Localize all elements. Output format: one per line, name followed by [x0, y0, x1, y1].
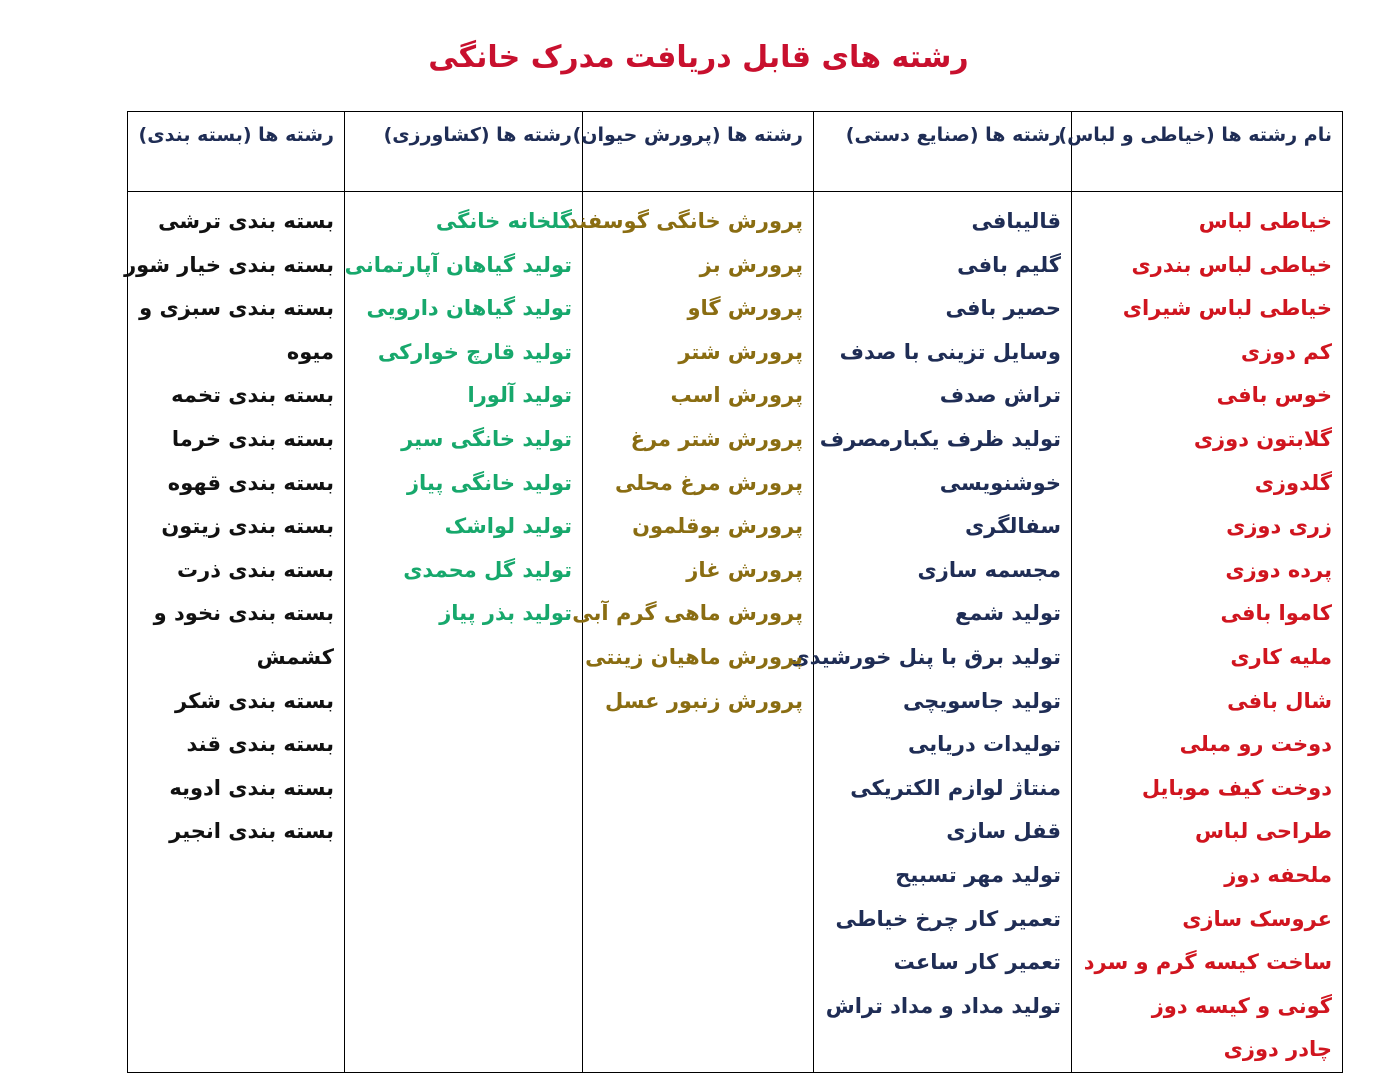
list-item: تولید خانگی سیر — [401, 426, 572, 451]
list-item: عروسک سازی — [1182, 906, 1332, 931]
body-row — [128, 192, 1343, 1073]
list-item: تولیدات دریایی — [907, 732, 1061, 757]
fields-table — [124, 111, 1343, 1073]
list-item: ساخت کیسه گرم و سرد — [1083, 950, 1332, 975]
list-item: میوه — [286, 339, 334, 364]
list-item: طراحی لباس — [1194, 819, 1332, 844]
header-packaging: رشته ها (بسته بندی) — [138, 124, 334, 146]
list-item: شال بافی — [1227, 688, 1332, 713]
header-cell-handicrafts — [814, 112, 1072, 192]
list-animal-husbandry — [567, 192, 813, 723]
list-item: تعمیر کار ساعت — [893, 950, 1061, 975]
list-item: تولید گیاهان دارویی — [366, 296, 572, 321]
list-item: بسته بندی تخمه — [171, 383, 334, 408]
list-item: پرورش مرغ محلی — [614, 470, 803, 495]
list-agriculture — [345, 192, 582, 636]
list-item: حصیر بافی — [945, 296, 1061, 321]
list-item: بسته بندی زیتون — [161, 514, 334, 539]
list-item: دوخت رو مبلی — [1179, 732, 1332, 757]
list-packaging — [124, 192, 344, 854]
list-item: پرورش گاو — [687, 296, 803, 321]
list-item: تعمیر کار چرخ خیاطی — [835, 906, 1061, 931]
list-item: تولید لواشک — [444, 514, 572, 539]
list-handicrafts — [790, 192, 1071, 1028]
list-item: تولید قارچ خوارکی — [377, 339, 572, 364]
list-item: بسته بندی ذرت — [177, 557, 334, 582]
list-item: زری دوزی — [1226, 514, 1332, 539]
cell-tailoring — [1072, 192, 1343, 1073]
cell-handicrafts — [790, 192, 1072, 1073]
list-item: تولید شمع — [954, 601, 1061, 626]
list-item: تولید خانگی پیاز — [406, 470, 572, 495]
list-item: خیاطی لباس بندری — [1131, 252, 1332, 277]
header-handicrafts: رشته ها (صنایع دستی) — [845, 124, 1061, 146]
header-animal-husbandry: رشته ها (پرورش حیوان) — [572, 124, 803, 146]
list-item: تولید برق با پنل خورشیدی — [790, 644, 1061, 669]
list-item: تولید مهر تسبیح — [895, 862, 1061, 887]
list-item: کشمش — [256, 644, 334, 669]
list-item: پرورش شتر — [678, 339, 803, 364]
list-item: تولید بذر پیاز — [439, 601, 572, 626]
list-item: سفالگری — [964, 514, 1061, 539]
cell-agriculture — [345, 192, 583, 1073]
list-item: ملحفه دوز — [1224, 862, 1332, 887]
list-item: بسته بندی خیار شور — [124, 252, 334, 277]
cell-packaging — [124, 192, 345, 1073]
list-item: تولید گیاهان آپارتمانی — [344, 252, 572, 277]
list-item: خوس بافی — [1216, 383, 1332, 408]
cell-animal — [567, 192, 814, 1073]
list-item: تراش صدف — [939, 383, 1061, 408]
list-item: پرورش خانگی گوسفند — [567, 209, 803, 233]
header-tailoring: نام رشته ها (خیاطی و لباس) — [1058, 124, 1332, 146]
list-item: گونی و کیسه دوز — [1151, 993, 1332, 1018]
list-item: وسایل تزینی با صدف — [839, 339, 1061, 364]
list-item: بسته بندی قهوه — [167, 470, 334, 495]
list-item: تولید ظرف یکبارمصرف — [819, 426, 1061, 451]
list-item: دوخت کیف موبایل — [1141, 775, 1332, 800]
list-item: پرورش غاز — [686, 557, 803, 582]
list-item: منتاژ لوازم الکتریکی — [850, 775, 1061, 800]
list-item: پرورش شتر مرغ — [630, 426, 803, 451]
list-item: مجسمه سازی — [917, 557, 1061, 582]
list-item: بسته بندی شکر — [175, 688, 334, 713]
header-cell-agriculture — [345, 112, 583, 192]
list-item: پرورش ماهی گرم آبی — [572, 601, 803, 626]
list-item: پرورش بوقلمون — [632, 514, 803, 539]
header-cell-animal — [572, 112, 814, 192]
list-item: خیاطی لباس — [1198, 209, 1332, 233]
list-item: ملیه کاری — [1230, 644, 1332, 669]
list-item: قفل سازی — [946, 819, 1061, 844]
list-item: خوشنویسی — [939, 470, 1061, 495]
list-item: پرورش زنبور عسل — [605, 688, 803, 713]
list-item: گلخانه خانگی — [435, 209, 572, 233]
header-cell-packaging — [128, 112, 345, 192]
list-item: بسته بندی سبزی و — [139, 296, 334, 321]
list-item: چادر دوزی — [1223, 1037, 1332, 1062]
list-tailoring — [1072, 192, 1342, 1072]
list-item: بسته بندی انجیر — [169, 819, 334, 844]
list-item: پرورش اسب — [670, 383, 803, 408]
list-item: کاموا بافی — [1220, 601, 1332, 626]
list-item: گلیم بافی — [957, 252, 1061, 277]
header-row — [128, 112, 1343, 192]
list-item: پرورش ماهیان زینتی — [585, 644, 803, 669]
list-item: کم دوزی — [1240, 339, 1332, 364]
list-item: تولید آلورا — [467, 383, 572, 408]
list-item: بسته بندی خرما — [171, 426, 334, 451]
list-item: گلدوزی — [1254, 470, 1332, 495]
list-item: تولید مداد و مداد تراش — [825, 993, 1061, 1018]
header-agriculture: رشته ها (کشاورزی) — [383, 124, 572, 146]
header-cell-tailoring — [1058, 112, 1343, 192]
list-item: بسته بندی ادویه — [169, 775, 334, 800]
list-item: تولید جاسویچی — [902, 688, 1061, 713]
page-title: رشته های قابل دریافت مدرک خانگی — [428, 40, 969, 75]
list-item: بسته بندی ترشی — [158, 209, 334, 233]
list-item: خیاطی لباس شیرای — [1122, 296, 1332, 321]
list-item: بسته بندی نخود و — [153, 601, 334, 626]
list-item: پرده دوزی — [1225, 557, 1332, 582]
list-item: بسته بندی قند — [186, 732, 334, 757]
list-item: گلابتون دوزی — [1193, 426, 1332, 451]
list-item: تولید گل محمدی — [403, 557, 572, 582]
list-item: قالیبافی — [971, 209, 1061, 233]
list-item: پرورش بز — [699, 252, 803, 277]
